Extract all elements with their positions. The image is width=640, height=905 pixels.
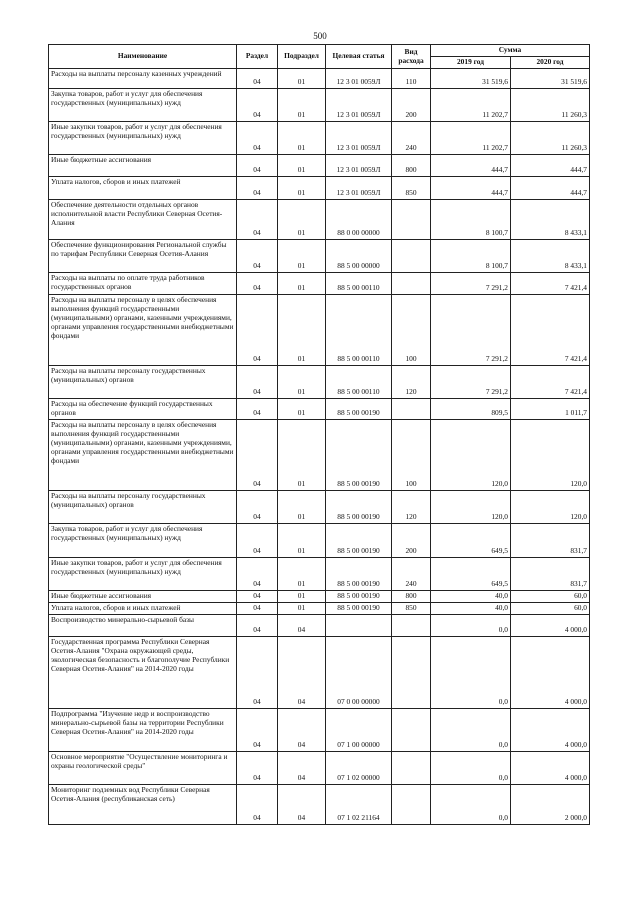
row-target: 88 5 00 00190 xyxy=(326,558,392,591)
row-amount-2020: 31 519,6 xyxy=(511,69,590,89)
row-amount-2019: 11 202,7 xyxy=(431,122,511,155)
table-row xyxy=(49,751,590,784)
row-name: Подпрограмма "Изучение недр и воспроизводство минерально-сырьевой базы на территории Республики Северная Осетия-Алания" на 2014-2020 годы xyxy=(49,708,237,751)
header-name: Наименование xyxy=(49,45,237,69)
budget-table xyxy=(48,44,590,825)
row-subsection: 04 xyxy=(278,614,326,636)
row-amount-2020: 120,0 xyxy=(511,420,590,491)
table-row xyxy=(49,784,590,824)
table-row xyxy=(49,399,590,420)
table-row xyxy=(49,636,590,708)
table-row xyxy=(49,366,590,399)
row-subsection: 01 xyxy=(278,295,326,366)
table-row xyxy=(49,89,590,122)
row-target: 88 5 00 00190 xyxy=(326,591,392,603)
table-row xyxy=(49,295,590,366)
row-type: 110 xyxy=(392,69,431,89)
row-name: Мониторинг подземных вод Республики Северная Осетия-Алания (республиканская сеть) xyxy=(49,784,237,824)
row-subsection: 04 xyxy=(278,751,326,784)
row-target: 12 3 01 0059Л xyxy=(326,177,392,200)
row-section: 04 xyxy=(237,591,278,603)
row-subsection: 01 xyxy=(278,399,326,420)
row-amount-2019: 31 519,6 xyxy=(431,69,511,89)
row-type xyxy=(392,708,431,751)
header-target: Целевая статья xyxy=(326,45,392,69)
row-name: Расходы на выплаты персоналу в целях обеспечения выполнения функций государственными (муниципальными) органами, казенными учреждениями, органами управления государственными внебюджетными фондами xyxy=(49,420,237,491)
row-amount-2020: 4 000,0 xyxy=(511,751,590,784)
row-name: Обеспечение деятельности отдельных органов исполнительной власти Республики Северная Осетия-Алания xyxy=(49,200,237,240)
row-subsection: 01 xyxy=(278,524,326,558)
row-section: 04 xyxy=(237,399,278,420)
table-row xyxy=(49,69,590,89)
row-type: 200 xyxy=(392,89,431,122)
row-target: 07 1 02 00000 xyxy=(326,751,392,784)
row-name: Государственная программа Республики Северная Осетия-Алания "Охрана окружающей среды, экологическая безопасность и благополучие Республики Северная Осетия-Алания" на 2014-2020 годы xyxy=(49,636,237,708)
row-subsection: 04 xyxy=(278,636,326,708)
table-row xyxy=(49,591,590,603)
row-type xyxy=(392,200,431,240)
row-name: Расходы на выплаты персоналу государственных (муниципальных) органов xyxy=(49,366,237,399)
row-subsection: 01 xyxy=(278,273,326,295)
table-body xyxy=(49,69,590,825)
row-amount-2019: 8 100,7 xyxy=(431,240,511,273)
row-section: 04 xyxy=(237,69,278,89)
row-amount-2020: 444,7 xyxy=(511,177,590,200)
row-subsection: 01 xyxy=(278,240,326,273)
row-target: 88 5 00 00190 xyxy=(326,602,392,614)
row-section: 04 xyxy=(237,273,278,295)
row-target: 88 5 00 00190 xyxy=(326,399,392,420)
row-amount-2020: 7 421,4 xyxy=(511,273,590,295)
table-row xyxy=(49,558,590,591)
row-target: 07 0 00 00000 xyxy=(326,636,392,708)
row-subsection: 01 xyxy=(278,69,326,89)
row-type: 120 xyxy=(392,491,431,524)
row-type: 100 xyxy=(392,295,431,366)
row-subsection: 04 xyxy=(278,784,326,824)
row-amount-2019: 120,0 xyxy=(431,420,511,491)
row-amount-2020: 8 433,1 xyxy=(511,200,590,240)
row-section: 04 xyxy=(237,708,278,751)
row-amount-2019: 120,0 xyxy=(431,491,511,524)
row-subsection: 01 xyxy=(278,602,326,614)
row-type: 850 xyxy=(392,177,431,200)
row-name: Иные бюджетные ассигнования xyxy=(49,155,237,177)
row-section: 04 xyxy=(237,240,278,273)
row-amount-2020: 120,0 xyxy=(511,491,590,524)
row-section: 04 xyxy=(237,784,278,824)
row-type: 800 xyxy=(392,155,431,177)
row-type xyxy=(392,273,431,295)
row-name: Иные закупки товаров, работ и услуг для обеспечения государственных (муниципальных) нужд xyxy=(49,122,237,155)
header-subsection: Подраздел xyxy=(278,45,326,69)
row-section: 04 xyxy=(237,602,278,614)
row-type xyxy=(392,614,431,636)
row-target: 88 5 00 00190 xyxy=(326,524,392,558)
row-amount-2019: 7 291,2 xyxy=(431,273,511,295)
header-type: Вид расхода xyxy=(392,45,431,69)
row-amount-2020: 831,7 xyxy=(511,524,590,558)
table-header xyxy=(49,45,590,69)
row-section: 04 xyxy=(237,366,278,399)
row-name: Уплата налогов, сборов и иных платежей xyxy=(49,602,237,614)
row-section: 04 xyxy=(237,524,278,558)
row-amount-2019: 0,0 xyxy=(431,636,511,708)
row-amount-2019: 0,0 xyxy=(431,784,511,824)
row-name: Закупка товаров, работ и услуг для обеспечения государственных (муниципальных) нужд xyxy=(49,524,237,558)
row-amount-2020: 4 000,0 xyxy=(511,636,590,708)
row-amount-2020: 60,0 xyxy=(511,591,590,603)
row-amount-2020: 4 000,0 xyxy=(511,708,590,751)
row-amount-2020: 4 000,0 xyxy=(511,614,590,636)
row-type: 100 xyxy=(392,420,431,491)
row-amount-2019: 0,0 xyxy=(431,614,511,636)
header-2020: 2020 год xyxy=(511,57,590,69)
row-target: 07 1 00 00000 xyxy=(326,708,392,751)
row-name: Иные бюджетные ассигнования xyxy=(49,591,237,603)
row-amount-2020: 7 421,4 xyxy=(511,295,590,366)
row-amount-2020: 60,0 xyxy=(511,602,590,614)
row-amount-2019: 0,0 xyxy=(431,708,511,751)
row-amount-2019: 11 202,7 xyxy=(431,89,511,122)
row-section: 04 xyxy=(237,200,278,240)
table-row xyxy=(49,122,590,155)
row-amount-2019: 7 291,2 xyxy=(431,366,511,399)
row-target: 88 5 00 00110 xyxy=(326,295,392,366)
row-amount-2019: 0,0 xyxy=(431,751,511,784)
row-type xyxy=(392,751,431,784)
table-row xyxy=(49,524,590,558)
row-section: 04 xyxy=(237,122,278,155)
row-subsection: 01 xyxy=(278,122,326,155)
row-name: Иные закупки товаров, работ и услуг для обеспечения государственных (муниципальных) нужд xyxy=(49,558,237,591)
row-amount-2019: 649,5 xyxy=(431,524,511,558)
row-name: Расходы на выплаты персоналу в целях обеспечения выполнения функций государственными (муниципальными) органами, казенными учреждениями, органами управления государственными внебюджетными фондами xyxy=(49,295,237,366)
row-subsection: 01 xyxy=(278,200,326,240)
row-target: 12 3 01 0059Л xyxy=(326,155,392,177)
row-name: Обеспечение функционирования Региональной службы по тарифам Республики Северная Осетия-Алания xyxy=(49,240,237,273)
row-amount-2020: 2 000,0 xyxy=(511,784,590,824)
row-type xyxy=(392,784,431,824)
row-section: 04 xyxy=(237,614,278,636)
header-section: Раздел xyxy=(237,45,278,69)
row-subsection: 01 xyxy=(278,89,326,122)
row-amount-2020: 8 433,1 xyxy=(511,240,590,273)
row-name: Основное мероприятие "Осуществление мониторинга и охраны геологической среды" xyxy=(49,751,237,784)
row-type: 850 xyxy=(392,602,431,614)
row-amount-2019: 40,0 xyxy=(431,591,511,603)
row-subsection: 01 xyxy=(278,558,326,591)
row-subsection: 01 xyxy=(278,491,326,524)
row-target: 88 5 00 00190 xyxy=(326,420,392,491)
row-amount-2020: 11 260,3 xyxy=(511,122,590,155)
row-type: 120 xyxy=(392,366,431,399)
table-row xyxy=(49,155,590,177)
row-section: 04 xyxy=(237,491,278,524)
row-subsection: 01 xyxy=(278,366,326,399)
row-subsection: 01 xyxy=(278,177,326,200)
row-type: 800 xyxy=(392,591,431,603)
row-target xyxy=(326,614,392,636)
table-row xyxy=(49,177,590,200)
row-subsection: 01 xyxy=(278,591,326,603)
row-amount-2019: 444,7 xyxy=(431,177,511,200)
row-amount-2020: 1 011,7 xyxy=(511,399,590,420)
row-target: 07 1 02 21164 xyxy=(326,784,392,824)
row-amount-2020: 11 260,3 xyxy=(511,89,590,122)
row-amount-2019: 7 291,2 xyxy=(431,295,511,366)
row-name: Уплата налогов, сборов и иных платежей xyxy=(49,177,237,200)
row-type xyxy=(392,399,431,420)
row-name: Расходы на выплаты персоналу государственных (муниципальных) органов xyxy=(49,491,237,524)
row-amount-2019: 809,5 xyxy=(431,399,511,420)
row-type: 240 xyxy=(392,122,431,155)
row-section: 04 xyxy=(237,636,278,708)
row-section: 04 xyxy=(237,558,278,591)
row-name: Расходы на выплаты персоналу казенных учреждений xyxy=(49,69,237,89)
table-row xyxy=(49,602,590,614)
row-amount-2020: 7 421,4 xyxy=(511,366,590,399)
table-row xyxy=(49,200,590,240)
table-row xyxy=(49,708,590,751)
row-section: 04 xyxy=(237,89,278,122)
table-row xyxy=(49,614,590,636)
row-section: 04 xyxy=(237,295,278,366)
row-section: 04 xyxy=(237,155,278,177)
row-subsection: 01 xyxy=(278,420,326,491)
row-section: 04 xyxy=(237,751,278,784)
table-row xyxy=(49,240,590,273)
row-target: 88 5 00 00000 xyxy=(326,240,392,273)
header-sum: Сумма xyxy=(431,45,590,57)
page-number: 500 xyxy=(313,31,327,41)
row-section: 04 xyxy=(237,420,278,491)
row-name: Расходы на выплаты по оплате труда работников государственных органов xyxy=(49,273,237,295)
header-2019: 2019 год xyxy=(431,57,511,69)
row-type: 200 xyxy=(392,524,431,558)
row-subsection: 04 xyxy=(278,708,326,751)
row-type: 240 xyxy=(392,558,431,591)
row-type xyxy=(392,240,431,273)
row-target: 88 0 00 00000 xyxy=(326,200,392,240)
table-row xyxy=(49,491,590,524)
row-amount-2019: 649,5 xyxy=(431,558,511,591)
row-amount-2019: 8 100,7 xyxy=(431,200,511,240)
row-name: Закупка товаров, работ и услуг для обеспечения государственных (муниципальных) нужд xyxy=(49,89,237,122)
row-amount-2020: 831,7 xyxy=(511,558,590,591)
row-type xyxy=(392,636,431,708)
row-target: 88 5 00 00110 xyxy=(326,273,392,295)
row-target: 12 3 01 0059Л xyxy=(326,122,392,155)
table-row xyxy=(49,273,590,295)
row-amount-2020: 444,7 xyxy=(511,155,590,177)
row-amount-2019: 40,0 xyxy=(431,602,511,614)
row-target: 12 3 01 0059Л xyxy=(326,89,392,122)
row-section: 04 xyxy=(237,177,278,200)
row-subsection: 01 xyxy=(278,155,326,177)
row-amount-2019: 444,7 xyxy=(431,155,511,177)
row-target: 88 5 00 00110 xyxy=(326,366,392,399)
table-row xyxy=(49,420,590,491)
row-target: 88 5 00 00190 xyxy=(326,491,392,524)
row-name: Расходы на обеспечение функций государственных органов xyxy=(49,399,237,420)
row-name: Воспроизводство минерально-сырьевой базы xyxy=(49,614,237,636)
row-target: 12 3 01 0059Л xyxy=(326,69,392,89)
